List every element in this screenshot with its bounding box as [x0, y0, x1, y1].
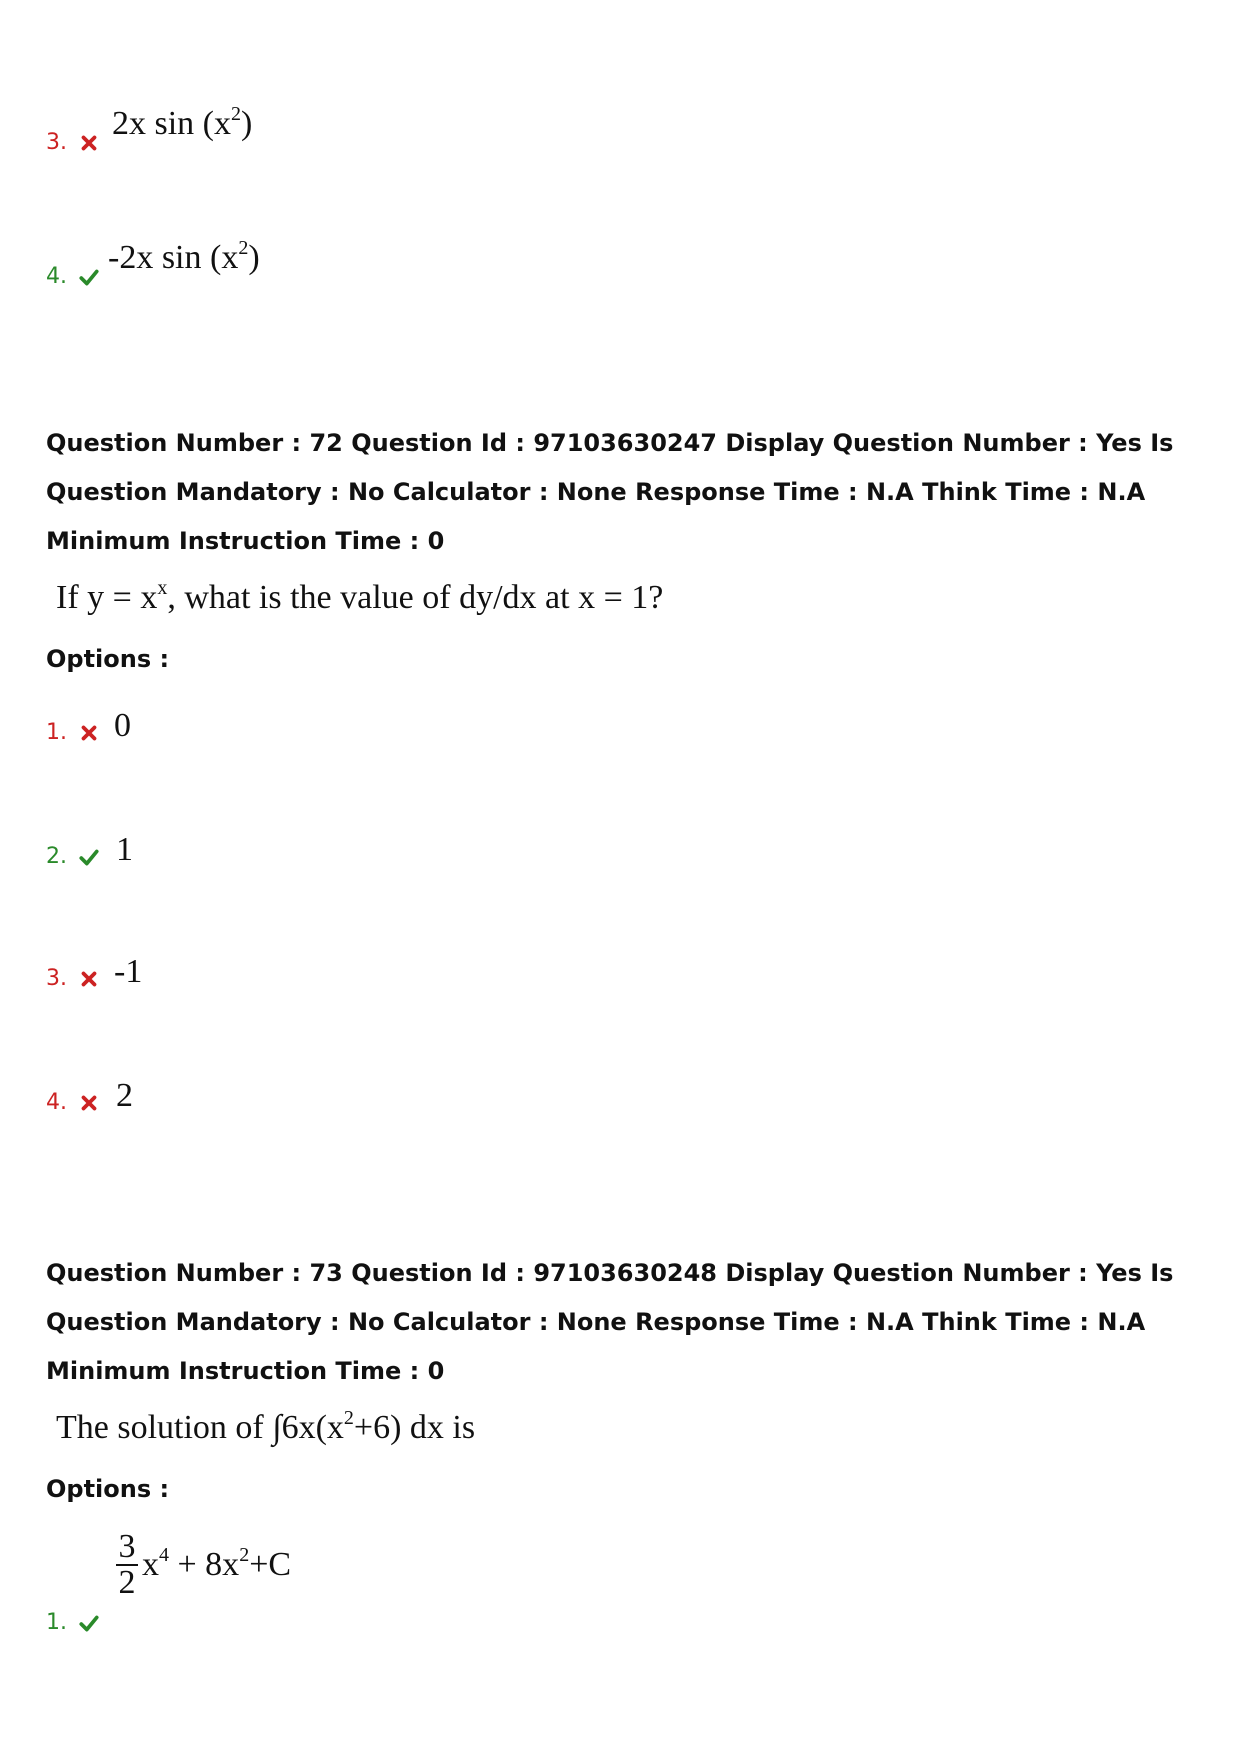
- option-number: 1.: [46, 720, 67, 745]
- option-number: 4.: [46, 1090, 67, 1115]
- question-header: Question Number : 73 Question Id : 97103630248 Display Question Number : Yes Is Question Mandatory : No Calculator : None Response Time : N.A Think Time : N.A Minimum Instruction Time : 0: [46, 1259, 1174, 1385]
- fraction: $\frac{3}{2}$: [116, 1530, 138, 1600]
- option-row: [46, 130, 114, 156]
- check-icon: [78, 266, 100, 288]
- option-row: [46, 720, 114, 746]
- cross-icon: [78, 722, 100, 744]
- option-row: [46, 844, 114, 870]
- option-number: 3.: [46, 130, 67, 155]
- option-math: -2x $\sin (x^2)$: [108, 237, 260, 276]
- cross-icon: [78, 968, 100, 990]
- option-row: [46, 1090, 114, 1116]
- option-math: [116, 1530, 291, 1600]
- question-text: If $y = x^x$, what is the value of dy/dx at x = 1?: [56, 577, 664, 616]
- option-math: 1: [116, 831, 133, 868]
- option-math: 2x $\sin (x^2)$: [112, 103, 253, 142]
- option-number: 2.: [46, 844, 67, 869]
- option-number: 1.: [46, 1610, 67, 1635]
- option-math: 2: [116, 1077, 133, 1114]
- expression: $x^4 + 8x^2+C$: [142, 1544, 292, 1583]
- options-label: Options :: [46, 1475, 170, 1503]
- option-row: [46, 966, 114, 992]
- option-row: [46, 264, 114, 290]
- question-text: The solution of $\int 6x(x^2+6)$ dx is: [56, 1407, 476, 1446]
- cross-icon: [78, 132, 100, 154]
- check-icon: [78, 1612, 100, 1634]
- option-math: -1: [114, 953, 143, 990]
- cross-icon: [78, 1092, 100, 1114]
- option-number: 3.: [46, 966, 67, 991]
- option-row: [46, 1610, 114, 1636]
- option-math: 0: [114, 707, 131, 744]
- options-label: Options :: [46, 645, 170, 673]
- question-header: Question Number : 72 Question Id : 97103630247 Display Question Number : Yes Is Question Mandatory : No Calculator : None Response Time : N.A Think Time : N.A Minimum Instruction Time : 0: [46, 429, 1174, 555]
- option-number: 4.: [46, 264, 67, 289]
- check-icon: [78, 846, 100, 868]
